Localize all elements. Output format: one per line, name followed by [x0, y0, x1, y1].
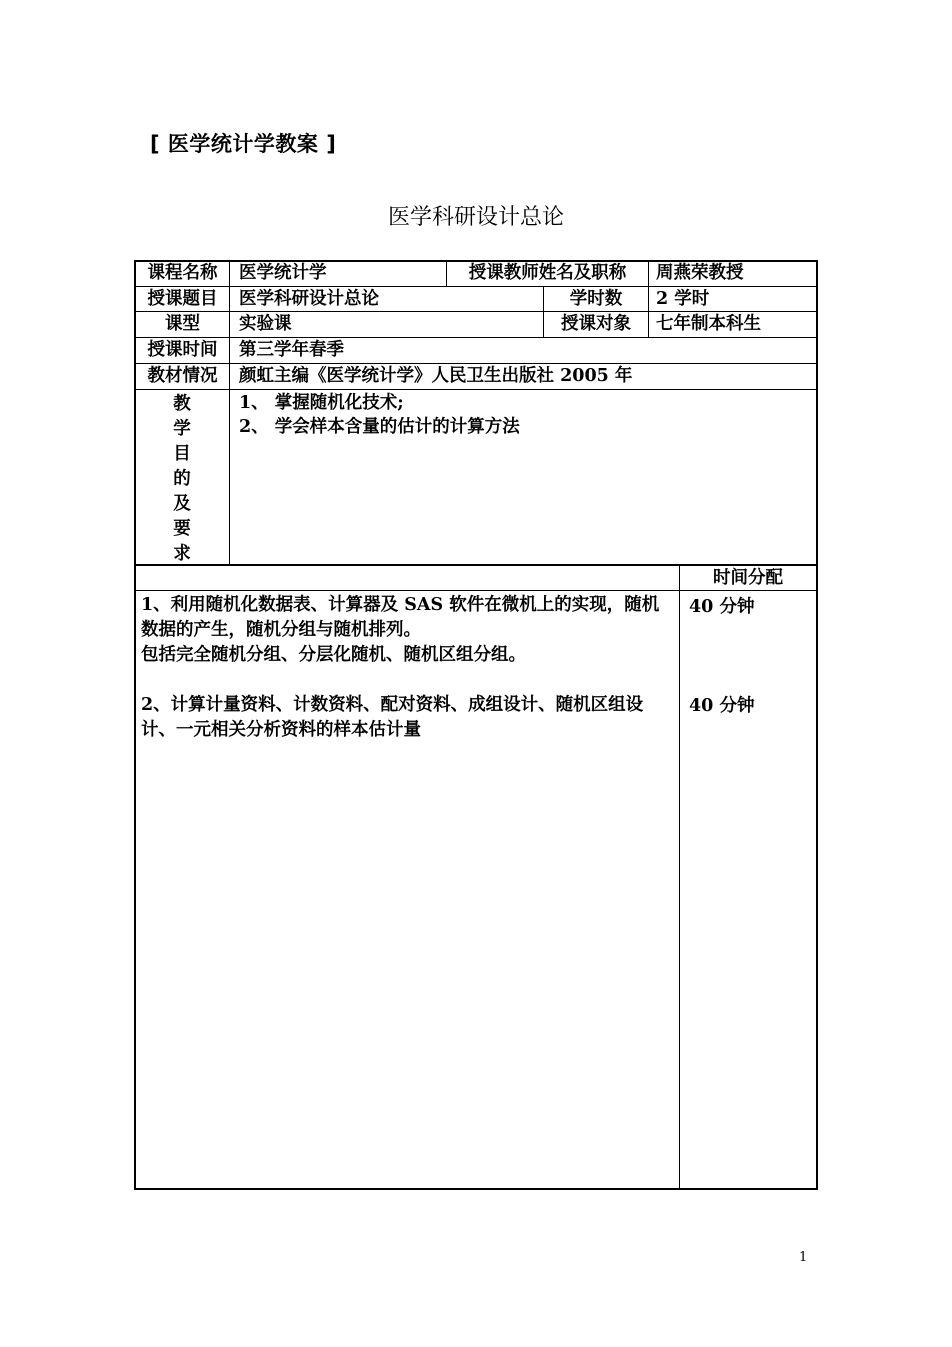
lesson-content	[141, 593, 676, 743]
teacher-value: 周燕荣教授	[656, 263, 744, 283]
page-number: 1	[799, 1250, 808, 1265]
content-block-1-text: 1、利用随机化数据表、计算器及 SAS 软件在微机上的实现，随机数据的产生，随机分组与随机排列。	[141, 595, 660, 640]
objective-item-2: 2、 学会样本含量的估计的计算方法	[239, 417, 520, 437]
objectives-label-char: 学	[173, 419, 191, 439]
time-allocation-header: 时间分配	[713, 568, 783, 588]
content-block-1-time: 40 分钟	[689, 597, 755, 617]
hours-label: 学时数	[569, 289, 623, 309]
document-header: [ 医学统计学教案 ]	[150, 132, 337, 156]
objectives-label-char: 求	[173, 544, 191, 564]
objective-item-1: 1、 掌握随机化技术;	[239, 393, 404, 413]
audience-label: 授课对象	[561, 314, 631, 334]
course-name-value: 医学统计学	[239, 263, 327, 283]
content-block-1-note: 包括完全随机分组、分层化随机、随机区组分组。	[141, 645, 526, 665]
class-type-label: 课型	[165, 314, 200, 334]
topic-label: 授课题目	[147, 289, 218, 309]
objectives-label-char: 要	[173, 519, 191, 539]
objectives-label-char: 目	[173, 444, 191, 464]
textbook-value: 颜虹主编《医学统计学》人民卫生出版社 2005 年	[239, 366, 633, 386]
objectives-label-char: 教	[173, 394, 191, 414]
schedule-time-value: 第三学年春季	[239, 340, 344, 360]
course-name-label: 课程名称	[147, 263, 218, 283]
objectives-label-char: 及	[173, 494, 191, 514]
content-block-2-time: 40 分钟	[689, 696, 755, 716]
schedule-time-label: 授课时间	[147, 340, 218, 360]
objectives-label	[135, 392, 229, 567]
content-block-2-text: 2、计算计量资料、计数资料、配对资料、成组设计、随机区组设计、一元相关分析资料的样本估计量	[141, 695, 644, 740]
audience-value: 七年制本科生	[656, 314, 761, 334]
hours-value: 2 学时	[656, 289, 710, 309]
textbook-label: 教材情况	[147, 366, 218, 386]
topic-value: 医学科研设计总论	[239, 289, 379, 309]
objectives-label-char: 的	[173, 469, 191, 489]
teacher-label: 授课教师姓名及职称	[468, 263, 627, 283]
class-type-value: 实验课	[239, 314, 292, 334]
page-title: 医学科研设计总论	[387, 205, 564, 230]
